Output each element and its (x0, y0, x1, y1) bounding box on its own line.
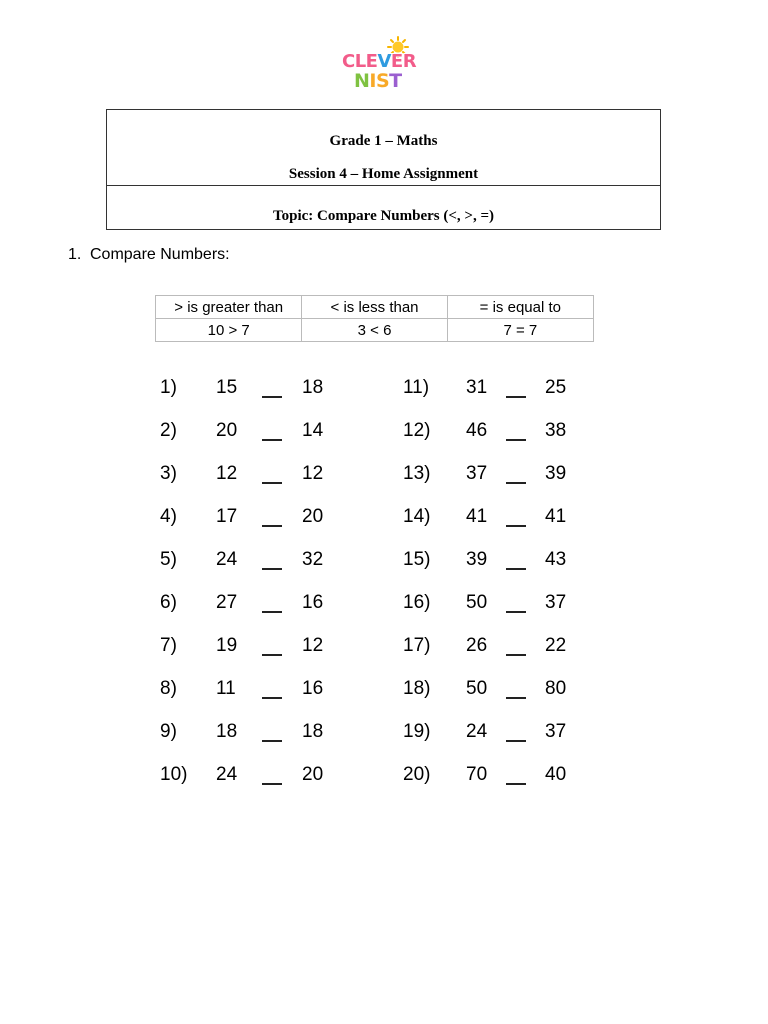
problem-number: 2) (160, 420, 177, 441)
legend-less-than: < is less than (302, 296, 447, 319)
answer-blank[interactable] (506, 423, 526, 441)
problem-number: 19) (403, 721, 431, 742)
question-number: 1. (68, 246, 82, 263)
problem-number: 7) (160, 635, 177, 656)
answer-blank[interactable] (506, 724, 526, 742)
second-number: 12 (302, 463, 324, 484)
first-number: 41 (466, 506, 488, 527)
logo-letters: IS (369, 70, 390, 92)
answer-blank[interactable] (506, 638, 526, 656)
answer-blank[interactable] (262, 552, 282, 570)
first-number: 50 (466, 592, 488, 613)
problem-number: 3) (160, 463, 177, 484)
legend-header-row (156, 296, 594, 319)
problem-number: 17) (403, 635, 431, 656)
second-number: 38 (545, 420, 567, 441)
logo-word-nist (354, 72, 402, 91)
first-number: 19 (216, 635, 238, 656)
example-less-than: 3 < 6 (302, 319, 447, 342)
second-number: 41 (545, 506, 567, 527)
problem-number: 8) (160, 678, 177, 699)
second-number: 40 (545, 764, 567, 785)
first-number: 39 (466, 549, 488, 570)
first-number: 12 (216, 463, 238, 484)
second-number: 39 (545, 463, 567, 484)
answer-blank[interactable] (506, 681, 526, 699)
first-number: 37 (466, 463, 488, 484)
answer-blank[interactable] (262, 638, 282, 656)
problem-number: 5) (160, 549, 177, 570)
problem-number: 10) (160, 764, 188, 785)
answer-blank[interactable] (506, 595, 526, 613)
answer-blank[interactable] (506, 552, 526, 570)
answer-blank[interactable] (506, 767, 526, 785)
worksheet-header (106, 109, 661, 230)
logo-letters: V (377, 51, 391, 72)
problem-number: 18) (403, 678, 431, 699)
problem-number: 14) (403, 506, 431, 527)
problem-number: 11) (403, 377, 430, 398)
second-number: 20 (302, 506, 324, 527)
legend-equal-to: = is equal to (447, 296, 593, 319)
legend-example-row (156, 319, 594, 342)
first-number: 18 (216, 721, 238, 742)
example-equal-to: 7 = 7 (447, 319, 593, 342)
problem-number: 20) (403, 764, 431, 785)
logo-letters: T (389, 70, 402, 92)
second-number: 16 (302, 592, 324, 613)
question-title: Compare Numbers: (90, 246, 230, 263)
question-heading (68, 246, 230, 264)
second-number: 14 (302, 420, 324, 441)
answer-blank[interactable] (262, 724, 282, 742)
symbol-legend-table (155, 295, 594, 342)
first-number: 17 (216, 506, 238, 527)
logo-letters: N (354, 70, 370, 92)
answer-blank[interactable] (262, 509, 282, 527)
answer-blank[interactable] (262, 595, 282, 613)
first-number: 31 (466, 377, 488, 398)
problem-number: 1) (160, 377, 177, 398)
second-number: 18 (302, 377, 324, 398)
answer-blank[interactable] (506, 509, 526, 527)
first-number: 20 (216, 420, 238, 441)
logo-word-clever (342, 53, 416, 71)
problem-number: 16) (403, 592, 431, 613)
second-number: 18 (302, 721, 324, 742)
answer-blank[interactable] (262, 681, 282, 699)
logo-letters: ER (390, 51, 417, 72)
second-number: 25 (545, 377, 567, 398)
answer-blank[interactable] (262, 380, 282, 398)
grade-title: Grade 1 – Maths (329, 133, 438, 149)
second-number: 32 (302, 549, 324, 570)
second-number: 16 (302, 678, 324, 699)
first-number: 24 (466, 721, 488, 742)
example-greater-than: 10 > 7 (156, 319, 302, 342)
session-title: Session 4 – Home Assignment (288, 166, 479, 182)
logo-letters: CLE (342, 51, 378, 72)
second-number: 43 (545, 549, 567, 570)
first-number: 70 (466, 764, 488, 785)
second-number: 22 (545, 635, 567, 656)
answer-blank[interactable] (506, 466, 526, 484)
first-number: 50 (466, 678, 488, 699)
answer-blank[interactable] (262, 466, 282, 484)
first-number: 26 (466, 635, 488, 656)
first-number: 46 (466, 420, 488, 441)
problem-number: 4) (160, 506, 177, 527)
first-number: 11 (216, 678, 236, 699)
first-number: 27 (216, 592, 238, 613)
answer-blank[interactable] (506, 380, 526, 398)
first-number: 24 (216, 764, 238, 785)
legend-greater-than: > is greater than (156, 296, 302, 319)
topic-title: Topic: Compare Numbers (<, >, =) (272, 208, 495, 224)
second-number: 20 (302, 764, 324, 785)
brand-logo (338, 34, 420, 96)
problem-number: 12) (403, 420, 431, 441)
second-number: 37 (545, 592, 567, 613)
problem-number: 9) (160, 721, 177, 742)
problem-number: 15) (403, 549, 431, 570)
second-number: 37 (545, 721, 567, 742)
problem-number: 6) (160, 592, 177, 613)
first-number: 15 (216, 377, 238, 398)
second-number: 12 (302, 635, 324, 656)
first-number: 24 (216, 549, 238, 570)
second-number: 80 (545, 678, 567, 699)
answer-blank[interactable] (262, 767, 282, 785)
answer-blank[interactable] (262, 423, 282, 441)
problem-number: 13) (403, 463, 431, 484)
